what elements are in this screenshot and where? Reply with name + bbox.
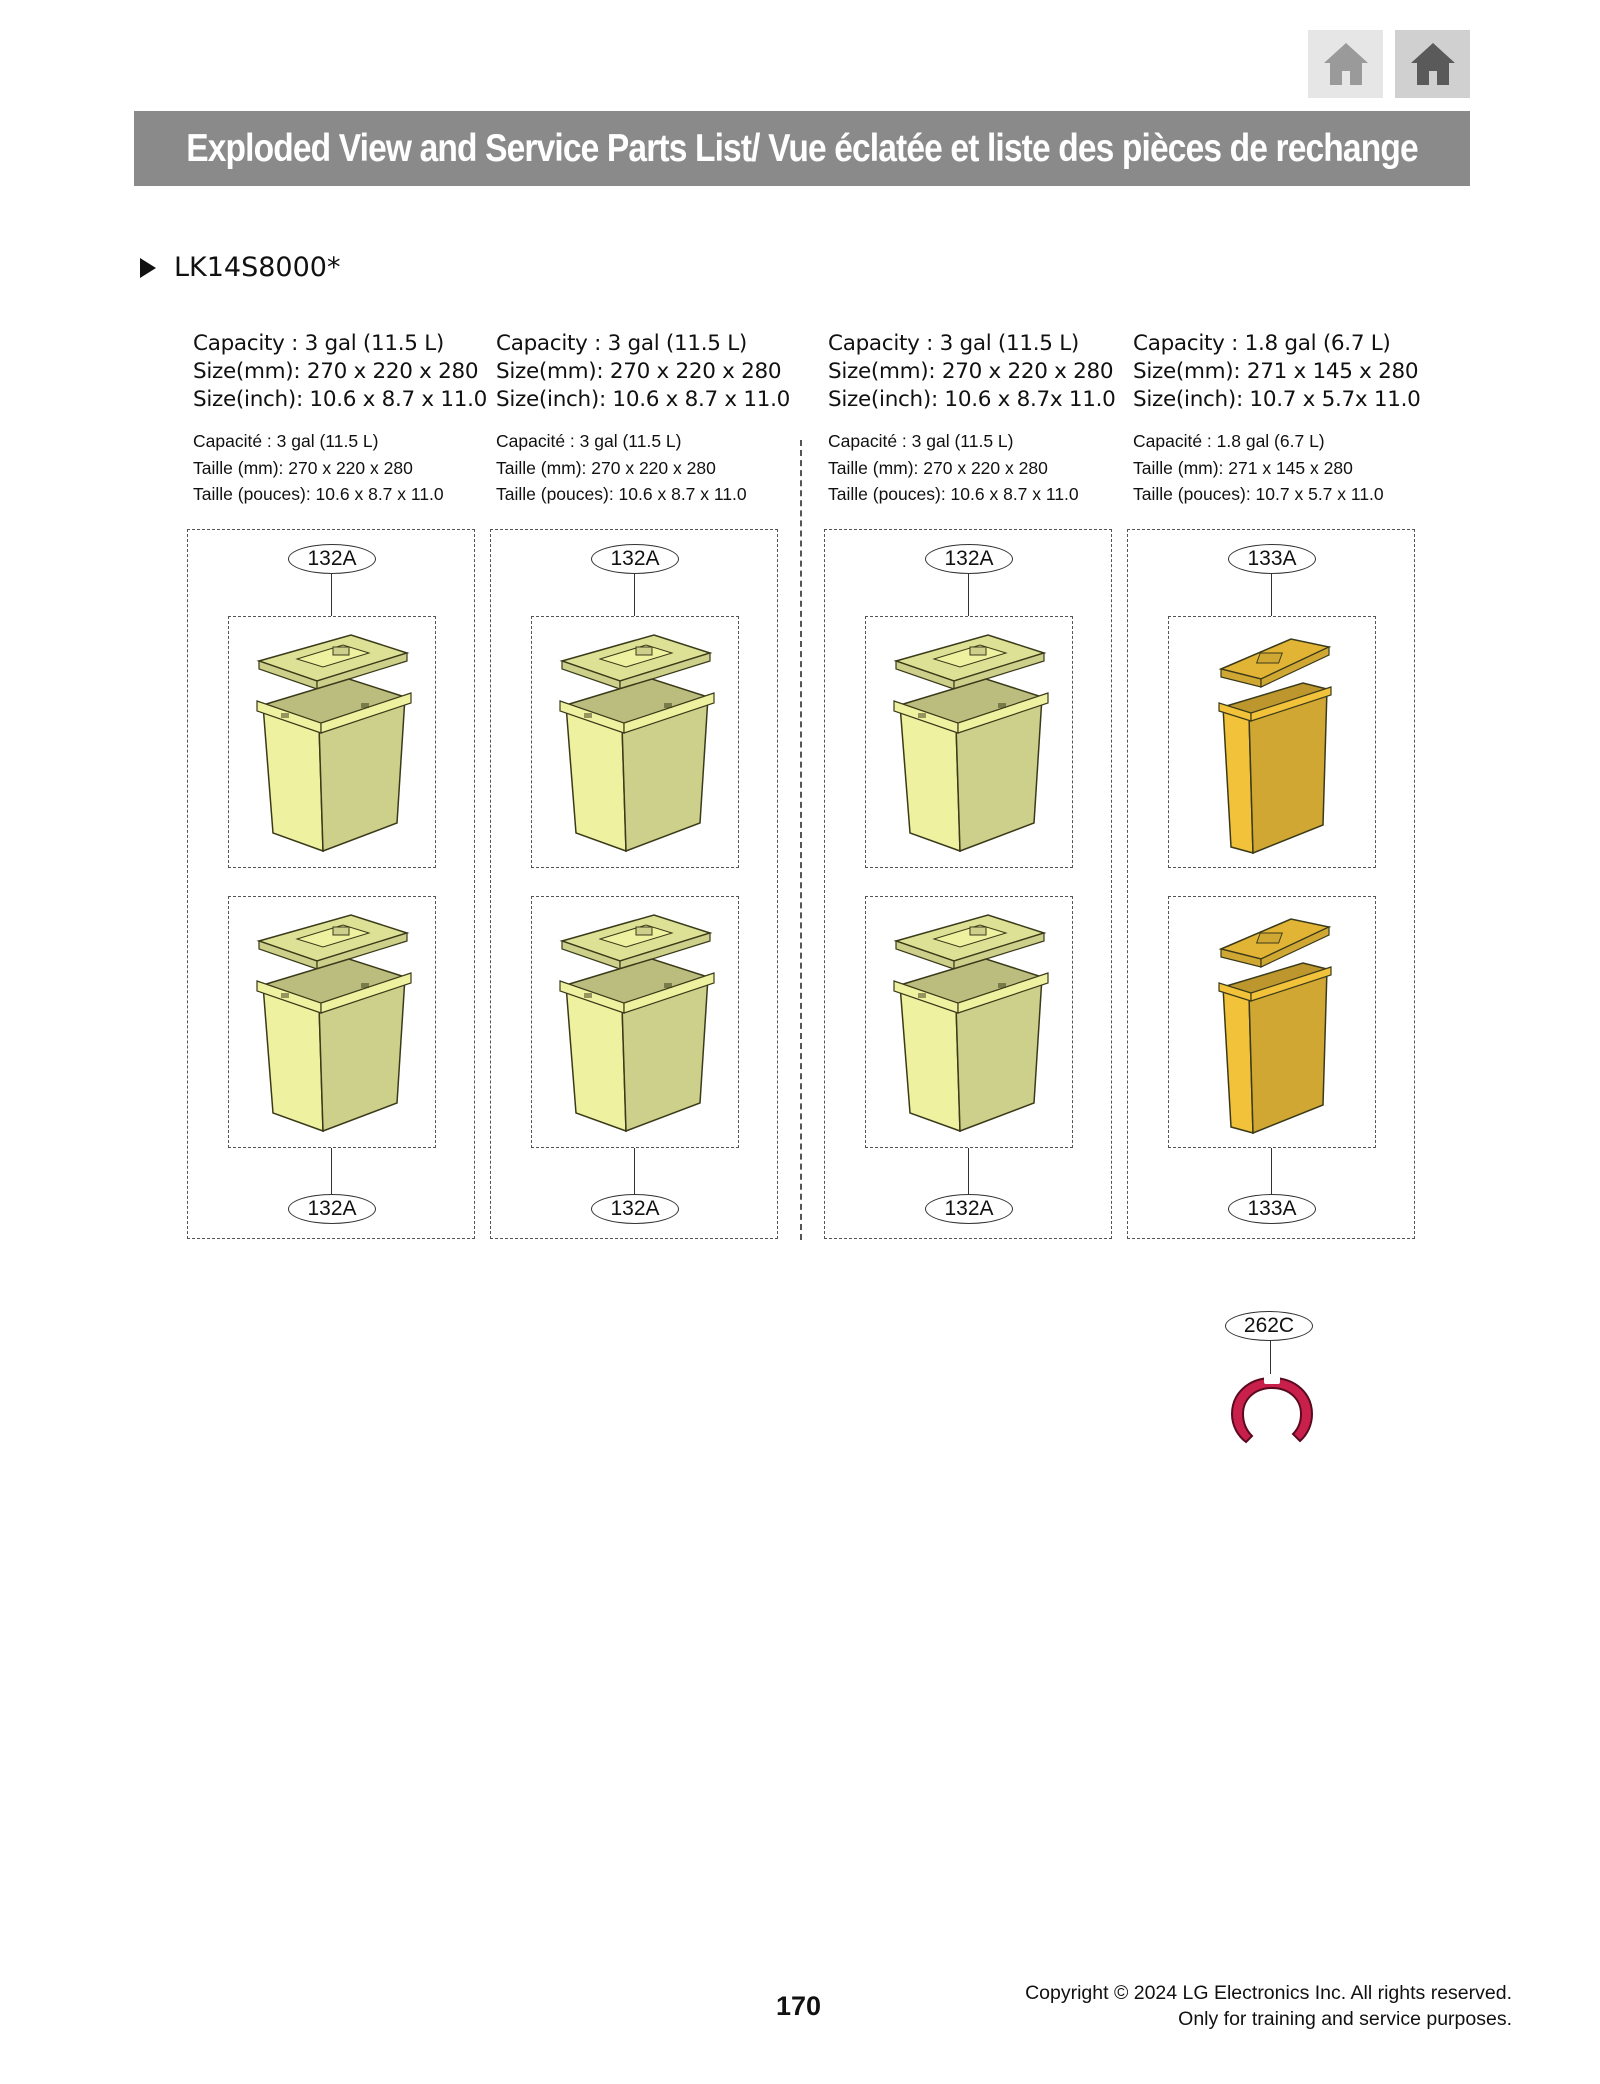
spec-size-inch-en: Size(inch): 10.7 x 5.7x 11.0 [1133, 387, 1421, 412]
bin-column-2 [490, 529, 778, 1239]
model-number: LK14S8000* [174, 252, 341, 283]
spec-block-3 [828, 330, 1128, 508]
spec-size-mm-en: Size(mm): 270 x 220 x 280 [496, 359, 782, 384]
bin-frame [1168, 616, 1376, 868]
spec-block-1 [193, 330, 493, 508]
bin-column-4 [1127, 529, 1415, 1239]
spec-size-inch-fr: Taille (pouces): 10.6 x 8.7 x 11.0 [193, 484, 444, 504]
bin-illustration-icon [251, 629, 415, 859]
spec-capacity-fr: Capacité : 3 gal (11.5 L) [496, 431, 682, 451]
leader-line [968, 574, 969, 616]
spec-size-inch-en: Size(inch): 10.6 x 8.7x 11.0 [828, 387, 1116, 412]
spec-size-inch-en: Size(inch): 10.6 x 8.7 x 11.0 [496, 387, 791, 412]
spec-size-mm-fr: Taille (mm): 270 x 220 x 280 [828, 457, 1048, 478]
copyright-line-1: Copyright © 2024 LG Electronics Inc. All rights reserved. [1025, 1982, 1512, 2004]
bin-column-3 [824, 529, 1112, 1239]
home-button-1[interactable] [1308, 30, 1383, 98]
spec-capacity-fr: Capacité : 3 gal (11.5 L) [193, 431, 379, 451]
bin-frame [228, 616, 436, 868]
bin-illustration-icon [554, 909, 718, 1139]
copyright-notice [1025, 1980, 1512, 2032]
spec-size-mm-en: Size(mm): 270 x 220 x 280 [193, 359, 479, 384]
spec-size-inch-fr: Taille (pouces): 10.6 x 8.7 x 11.0 [828, 484, 1079, 504]
page-title: Exploded View and Service Parts List/ Vue éclatée et liste des pièces de rechange [186, 126, 1418, 170]
retaining-ring-part [1222, 1311, 1322, 1451]
spec-size-mm-en: Size(mm): 270 x 220 x 280 [828, 359, 1114, 384]
bin-illustration-icon [251, 909, 415, 1139]
column-divider [800, 440, 802, 1240]
spec-capacity-en: Capacity : 3 gal (11.5 L) [496, 331, 747, 356]
retaining-ring-icon [1226, 1374, 1318, 1446]
bin-illustration-icon [888, 909, 1052, 1139]
part-callout[interactable]: 262C [1225, 1311, 1313, 1341]
part-callout[interactable]: 132A [288, 1194, 376, 1224]
bin-illustration-icon [888, 629, 1052, 859]
bin-frame [531, 616, 739, 868]
bin-frame [865, 616, 1073, 868]
home-button-2[interactable] [1395, 30, 1470, 98]
spec-size-inch-en: Size(inch): 10.6 x 8.7 x 11.0 [193, 387, 488, 412]
leader-line [634, 1148, 635, 1194]
bin-frame [1168, 896, 1376, 1148]
spec-size-mm-en: Size(mm): 271 x 145 x 280 [1133, 359, 1419, 384]
leader-line [331, 1148, 332, 1194]
bin-column-1 [187, 529, 475, 1239]
part-callout[interactable]: 133A [1228, 1194, 1316, 1224]
spec-capacity-en: Capacity : 3 gal (11.5 L) [193, 331, 444, 356]
bin-frame [531, 896, 739, 1148]
spec-size-inch-fr: Taille (pouces): 10.6 x 8.7 x 11.0 [496, 484, 747, 504]
spec-block-2 [496, 330, 796, 508]
home-icon [1409, 41, 1457, 87]
bin-illustration-icon [554, 629, 718, 859]
spec-capacity-fr: Capacité : 1.8 gal (6.7 L) [1133, 431, 1325, 451]
part-callout[interactable]: 132A [288, 544, 376, 574]
part-callout[interactable]: 132A [591, 1194, 679, 1224]
spec-size-mm-fr: Taille (mm): 270 x 220 x 280 [193, 457, 413, 478]
bullet-triangle-icon [140, 258, 156, 278]
home-icon [1322, 41, 1370, 87]
spec-size-inch-fr: Taille (pouces): 10.7 x 5.7 x 11.0 [1133, 484, 1384, 504]
spec-capacity-en: Capacity : 1.8 gal (6.7 L) [1133, 331, 1391, 356]
bin-frame [865, 896, 1073, 1148]
part-callout[interactable]: 132A [925, 1194, 1013, 1224]
bin-frame [228, 896, 436, 1148]
leader-line [1270, 1341, 1271, 1377]
part-callout[interactable]: 132A [925, 544, 1013, 574]
spec-block-4 [1133, 330, 1433, 508]
leader-line [968, 1148, 969, 1194]
leader-line [1271, 574, 1272, 616]
bin-illustration-icon [1191, 629, 1355, 859]
spec-size-mm-fr: Taille (mm): 271 x 145 x 280 [1133, 457, 1353, 478]
model-heading [140, 252, 340, 283]
page-number: 170 [776, 1991, 822, 2021]
copyright-line-2: Only for training and service purposes. [1178, 2008, 1512, 2030]
spec-size-mm-fr: Taille (mm): 270 x 220 x 280 [496, 457, 716, 478]
part-callout[interactable]: 132A [591, 544, 679, 574]
part-callout[interactable]: 133A [1228, 544, 1316, 574]
leader-line [1271, 1148, 1272, 1194]
spec-capacity-en: Capacity : 3 gal (11.5 L) [828, 331, 1079, 356]
bin-illustration-icon [1191, 909, 1355, 1139]
page-title-bar [134, 111, 1470, 186]
spec-capacity-fr: Capacité : 3 gal (11.5 L) [828, 431, 1014, 451]
leader-line [331, 574, 332, 616]
leader-line [634, 574, 635, 616]
